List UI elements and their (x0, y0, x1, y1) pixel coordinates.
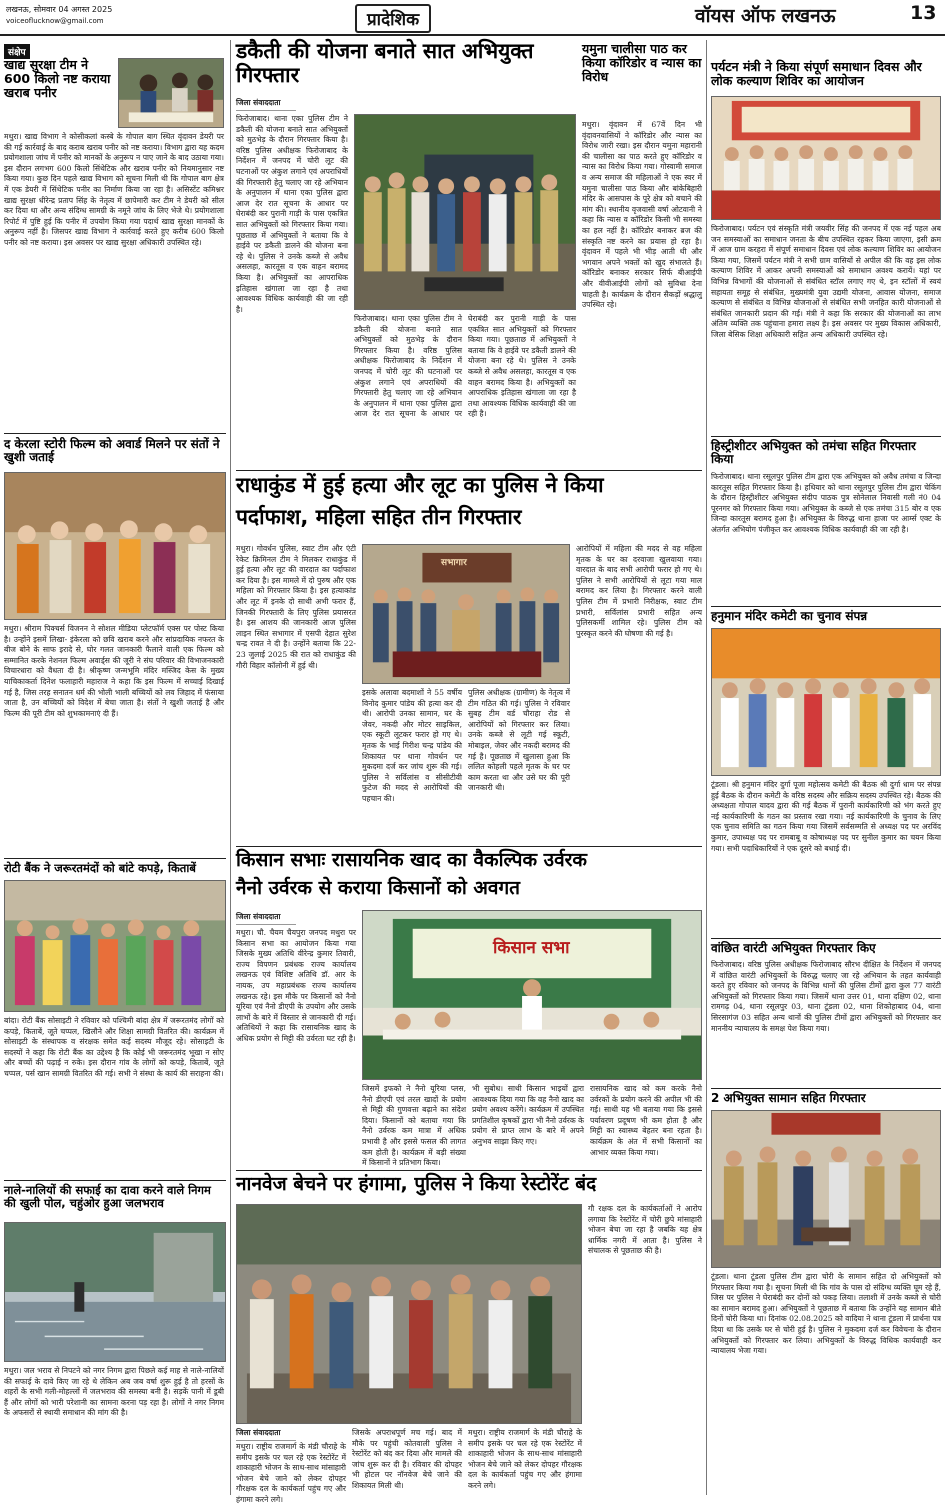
samadhan-diwas-photo (711, 96, 941, 220)
brief-body: मथुरा। खाद्य विभाग ने कोसीकलां कस्बे के गोपाल बाग स्थित वृंदावन डेयरी पर की गई कार्रवाई के बाद कराब खराब पनीर को नष्ट कराया। विभाग द्वारा यह कदम प्रयोगशाला जांच में पनीर को मानकों के अनुरूप न पाए जाने के बाद उठाया गया। इस दौरान लगभग 600 किलो सिंथेटिक और खराब पनीर को नियमानुसार नष्ट किया गया। कुछ दिन पहले खाद्य विभाग को सूचना मिली थी कि गोपाल बाग क्षेत्र में एक डेयरी में सिंथेटिक पनीर का निर्माण किया जा रहा है। असिस्टेंट कमिश्नर खाद्य सुरक्षा धीरेन्द्र प्रताप सिंह के नेतृत्व में छापेमारी कर टीम ने डेयरी को सील कर दिया था और अन्य संदिग्ध सामग्री के नमूने जांच के लिए भेजे थे। प्रयोगशाला रिपोर्ट में पुष्टि हुई कि पनीर में उपयोग किया गया पदार्थ खाद्य सुरक्षा मानकों के अनुरूप नहीं है। जिसपर खाद्य विभाग ने कार्रवाई करते हुए करीब 600 किलो पनीर को नष्ट कराया। इस अवसर पर खाद्य सुरक्षा अधिकारी उपस्थित रहे। (4, 132, 224, 247)
column-divider (230, 40, 231, 1495)
story-body: फिरोजाबाद। थाना रसूलपुर पुलिस टीम द्वारा एक अभियुक्त को अवैध तमंचा व जिन्दा कारतूस सहित गिरफ्तार किया है। हथियार को थाना रसूलपुर पुलिस टीम द्वारा चेकिंग के दौरान हिस्ट्रीशीटर अभियुक्त संदीप पाठक पुत्र सोनेलाल निवासी गली नं0 04 पूरनगर को गिरफ्तार किया गया। अभियुक्त के कब्जे से एक तमंचा 315 बोर व एक जिन्दा कारतूस बरामद हुआ है। अभियुक्त के विरुद्ध थाना हाजा पर आर्म्स एक्ट के अंतर्गत अभियोग पंजीकृत कर आवश्यक विधिक कार्यवाही की जा रही है। (711, 472, 941, 534)
column-divider (706, 40, 707, 1495)
story-headline-line2: नैनो उर्वरक से कराया किसानों को अवगत (236, 877, 520, 899)
story-body: गौ रक्षक दल के कार्यकर्ताओं ने आरोप लगाया कि रेस्टोरेंट में चोरी छुपे मांसाहारी भोजन बेचा जा रहा है जबकि यह क्षेत्र धार्मिक नगरी में आता है। पुलिस ने संचालक से पूछताछ की है। (588, 1204, 702, 1256)
restaurant-crowd-photo (236, 1204, 582, 1424)
story-body: टूंडला। श्री हनुमान मंदिर दुर्गा पूजा महोत्सव कमेटी की बैठक श्री दुर्गा धाम पर संपन्न हुई बैठक के दौरान कमेटी के वरिष्ठ सदस्य और सक्रिय सदस्य उपस्थित रहे। बैठक की अध्यक्षता गोपाल यादव द्वारा की गई बैठक में पुरानी कार्यकारिणी को भंग करते हुए नई कार्यकारिणी के गठन का प्रस्ताव रखा गया। नई कार्यकारिणी के चुनाव के लिए एक चुनाव समिति का गठन किया गया जिसमें सर्वसम्मति से अध्यक्ष पद पर अरविंद कुमार, उपाध्यक्ष पद पर रामबाबू व कोषाध्यक्ष पद पर सुनील कुमार का चयन किया गया। सभी पदाधिकारियों ने एक दूसरे को बधाई दी। (711, 780, 941, 853)
briefs-tag: संक्षेप (4, 44, 30, 59)
story-headline: यमुना चालीसा पाठ कर किया कॉरिडोर व न्यास का विरोध (582, 41, 702, 84)
page-number: 13 (910, 2, 937, 24)
story-radhakund (236, 474, 702, 844)
story-body: पुलिस अधीक्षक (ग्रामीण) के नेतृत्व में टीम गठित की गई। पुलिस ने रविवार सुबह टीम वर्ड चौराहा रोड से आरोपियों को गिरफ्तार कर लिया। उनके कब्जे से लूटी गई स्कूटी, मोबाइल, जेवर और नकदी बरामद की गई है। पूछताछ में खुलासा हुआ कि ललित कोहली पहले मृतक के घर पर काम करता था और उसे घर की पूरी जानकारी थी। (468, 688, 570, 793)
story-body: आरोपियों में महिला की मदद से वह महिला मृतक के घर का दरवाजा खुलवाया गया। वारदात के बाद सभी आरोपी फरार हो गए थे। पुलिस ने सभी आरोपियों से लूटा गया माल बरामद कर लिया है। गिरफ्तार करने वाली पुलिस टीम में प्रभारी निरीक्षक, स्वाट टीम प्रभारी, सर्विलांस प्रभारी सहित अन्य पुलिसकर्मी शामिल रहे। पुलिस टीम को पुरस्कृत करने की घोषणा की गई है। (576, 544, 702, 638)
story-headline: 2 अभियुक्त सामान सहित गिरफ्तार (711, 1091, 866, 1105)
right-column (711, 40, 941, 1496)
story-body: मथुरा। राष्ट्रीय राजमार्ग के मंडी चौराहे के समीप इसके पर चल रहे एक रेस्टोरेंट में शाकाहारी भोजन के साथ-साथ मांसाहारी भोजन बेचे जाने को लेकर दोपहर गौरक्षक दल के कार्यकर्ता पहुंच गए और हंगामा करने लगे। (236, 1442, 346, 1504)
masthead (0, 0, 945, 36)
brief-headline: नाले-नालियों की सफाई का दावा करने वाले निगम की खुली पोल, चहुंओर हुआ जलभराव (4, 1183, 211, 1210)
story-byline: जिला संवाददाता (236, 98, 296, 111)
story-dacoity (236, 40, 576, 470)
story-byline: जिला संवाददाता (236, 1428, 296, 1441)
story-body: इसके अलावा बदमाशों ने 55 वर्षीय विनोद कुमार पांडेय की हत्या कर दी थी। आरोपी उनका सामान, घर के जेवर, नकदी और मोटर साइकिल, एक स्कूटी लूटकर फरार हो गए थे। मृतक के भाई गिरीश चन्द्र पांडेय की शिकायत पर थाना गोवर्धन पर मुकदमा दर्ज कर जांच शुरू की गई। पुलिस ने सर्विलांस व सीसीटीवी फुटेज की मदद से आरोपियों की पहचान की। (362, 688, 462, 803)
press-conference-photo (362, 544, 570, 684)
accused-group-photo (354, 114, 576, 310)
newspaper-brand: वॉयस ऑफ लखनऊ (695, 5, 836, 27)
brief-body: मथुरा। जल भराव से निपटने को नगर निगम द्वारा पिछले कई माह से नाले-नालियों की सफाई के दावे किए जा रहे थे लेकिन अब जब वर्षा शुरू हुई है तो हरसों के शहरों के सभी गली-मोहल्लों में जलभराव की समस्या बनी है। सड़कें पानी में डूबी हैं और लोगों को भारी परेशानी का सामना करना पड़ रहा है। लोगों ने नगर निगम के अफसरों से स्थायी समाधान की मांग की है। (4, 1366, 224, 1418)
story-body-continued: फिरोजाबाद। थाना एका पुलिस टीम ने डकैती की योजना बनाते सात अभियुक्तों को मुठभेड़ के दौरान गिरफ्तार किया है। वरिष्ठ पुलिस अधीक्षक फिरोजाबाद के निर्देशन में जनपद में चोरी लूट की घटनाओं पर अंकुश लगाने एवं अपराधियों की गिरफ्तारी हेतु चलाए जा रहे अभियान के अनुपालन में थाना एका पुलिस द्वारा आज देर रात सूचना के आधार पर घेराबंदी कर पुरानी गाड़ी के पास एकत्रित सात अभियुक्तों को गिरफ्तार किया गया। पूछताछ में अभियुक्तों ने बताया कि वे हाईवे पर डकैती डालने की योजना बना रहे थे। पुलिस ने उनके कब्जे से अवैध असलहा, कारतूस व एक वाहन बरामद किया है। अभियुक्तों का आपराधिक इतिहास खंगाला जा रहा है तथा आवश्यक विधिक कार्यवाही की जा रही है। (354, 314, 576, 419)
brief-headline: खाद्य सुरक्षा टीम ने 600 किलो नष्ट कराया खराब पनीर (4, 57, 111, 100)
story-body: रासायनिक खाद को कम करके नैनो उर्वरकों के प्रयोग करने की अपील भी की गई। साथी यह भी बताया गया कि इससे पर्यावरण प्रदूषण भी कम होता है और मिट्टी का स्वास्थ्य बेहतर बना रहता है। कार्यक्रम के अंत में सभी किसानों का आभार व्यक्त किया गया। (590, 1084, 702, 1157)
photo-sign: सभागार (441, 558, 467, 568)
roti-bank-photo (4, 880, 226, 1012)
story-headline-line1: राधाकुंड में हुई हत्या और लूट का पुलिस ने किया (236, 473, 604, 497)
story-headline-line2: पर्दाफाश, महिला सहित तीन गिरफ्तार (236, 505, 522, 529)
brief-body: मथुरा। श्रीराम पिक्चर्स विजनन ने सोशल मीडिया प्लेटफॉर्म एक्स पर पोस्ट किया है। उन्होंने इसमें लिखा- इंकेरला को छवि खराब करने और सांप्रदायिक नफरत के बीज बोने के साफ इरादे से, घोर गलत जानकारी फैलाने वाली एक फिल्म को सम्मानित करके नेशनल फिल्म अवार्ड्स की जूरी ने संघ परिवार की विभाजनकारी विचारधारा को वैधता दी है। श्रीकृष्ण जन्मभूमि मंदिर मस्जिद केस के मुख्य याचिकाकर्ता दिनेश फलाहारी महाराज ने कहा कि इस फिल्म में सच्चाई दिखाई गई है, जिस तरह सनातन धर्म की भोली भाली बच्चियों को लव जिहाद में फंसाया जाता है, उन बच्चियों को विदेश में बेचा जाता है। संतों ने खुशी जताई है और फिल्म की पूरी टीम को शुभकामनाएं दी हैं। (4, 624, 224, 718)
story-kisan-sabha (236, 850, 702, 1168)
story-body: फिरोजाबाद। वरिष्ठ पुलिस अधीक्षक फिरोजाबाद सौरभ दीक्षित के निर्देशन में जनपद में वांछित वारंटी अभियुक्तों के विरुद्ध चलाए जा रहे अभियान के तहत कार्यवाही करते हुए रविवार को जनपद के विभिन्न थानों की पुलिस टीमों द्वारा कुल 77 वारंटी अभियुक्तों को गिरफ्तार किया गया। जिसमें थाना उत्तर 01, थाना दक्षिण 02, थाना रामगढ़ 04, थाना रसूलपुर 03, थाना टूंडला 02, थाना शिकोहाबाद 04, थाना सिरसागंज 03 सहित अन्य थानों की पुलिस टीमों द्वारा अभियुक्तों को गिरफ्तार कर माननीय न्यायालय के समक्ष पेश किया गया। (711, 960, 941, 1033)
story-headline: डकैती की योजना बनाते सात अभियुक्त गिरफ्तार (236, 39, 534, 87)
brief-headline: रोटी बैंक ने जरूरतमंदों को बांटे कपड़े, किताबें (4, 861, 196, 875)
banner-title: किसान सभा (493, 938, 570, 958)
contact-email: voiceoflucknow@gmail.com (6, 17, 104, 25)
saints-photo (4, 472, 226, 620)
briefs-column (4, 40, 226, 1496)
story-headline: हिस्ट्रीशीटर अभियुक्त को तमंचा सहित गिरफ्तार किया (711, 439, 916, 467)
temple-committee-photo (711, 628, 941, 776)
story-headline: वांछित वारंटी अभियुक्त गिरफ्तार किए (711, 941, 876, 955)
story-body: टूंडला। थाना टूंडला पुलिस टीम द्वारा चोरी के सामान सहित दो अभियुक्तों को गिरफ्तार किया गया है। सूचना मिली थी कि गांव के पास दो संदिग्ध व्यक्ति घूम रहे हैं, जिस पर पुलिस ने घेराबंदी कर दोनों को पकड़ लिया। तलाशी में उनके कब्जे से चोरी का सामान बरामद हुआ। अभियुक्तों ने पूछताछ में बताया कि उन्होंने यह सामान बीते दिनों चोरी किया था। दिनांक 02.08.2025 को वादिया ने थाना टूंडला में प्रार्थना पत्र दिया था कि उसके घर से चोरी हुई है। पुलिस ने मुकदमा दर्ज कर विवेचना के दौरान अभियुक्तों को गिरफ्तार कर लिया। अभियुक्तों के विरुद्ध विधिक कार्यवाही कर न्यायालय भेजा गया। (711, 1272, 941, 1356)
story-body: भी सुबोध। साथी किसान भाइयों द्वारा आवश्यक दिया गया कि वह नैनो खाद का प्रयोग अवश्य करेंगे। कार्यक्रम में उपस्थित प्रगतिशील कृषकों द्वारा भी नैनो उर्वरक के प्रयोग से प्राप्त लाभ के बारे में अपने अनुभव साझा किए गए। (472, 1084, 584, 1146)
story-body: मथुरा। राष्ट्रीय राजमार्ग के मंडी चौराहे के समीप इसके पर चल रहे एक रेस्टोरेंट में शाकाहारी भोजन के साथ-साथ मांसाहारी भोजन बेचे जाने को लेकर दोपहर गौरक्षक दल के कार्यकर्ता पहुंच गए और हंगामा करने लगे। (468, 1428, 582, 1490)
story-headline-line1: किसान सभाः रासायनिक खाद का वैकल्पिक उर्वरक (236, 849, 588, 871)
story-body: मथुरा। गोवर्धन पुलिस, स्वाट टीम और एंटी रेकेट क्रिमिनल टीम ने मिलकर राधाकुंड में हुई हत्या और लूट की वारदात का पर्दाफाश कर दिया है। इस मामले में दो पुरुष और एक महिला को गिरफ्तार किया है। इस हत्याकांड और लूट में इनके दो साथी अभी फरार हैं, जिनकी गिरफ्तारी के लिए पुलिस प्रयासरत है। इस आशय की जानकारी आज पुलिस लाइन स्थित सभागार में एसपी देहात सुरेश चन्द्र रावत ने दी है। उन्होंने बताया कि 22-23 जुलाई 2025 की रात को राधाकुंड की गौरी विहार कॉलोनी में हुई थी। (236, 544, 356, 670)
issue-date: लखनऊ, सोमवार 04 अगस्त 2025 (6, 5, 113, 14)
story-headline: नानवेज बेचने पर हंगामा, पुलिस ने किया रेस्टोरेंट बंद (236, 1173, 597, 1195)
story-body: फिरोजाबाद। थाना एका पुलिस टीम ने डकैती की योजना बनाते सात अभियुक्तों को मुठभेड़ के दौरान गिरफ्तार किया है। वरिष्ठ पुलिस अधीक्षक फिरोजाबाद के निर्देशन में जनपद में चोरी लूट की घटनाओं पर अंकुश लगाने एवं अपराधियों की गिरफ्तारी हेतु चलाए जा रहे अभियान के अनुपालन में थाना एका पुलिस द्वारा आज देर रात सूचना के आधार पर घेराबंदी कर पुरानी गाड़ी के पास एकत्रित सात अभियुक्तों को गिरफ्तार किया गया। पूछताछ में अभियुक्तों ने बताया कि वे हाईवे पर डकैती डालने की योजना बना रहे थे। पुलिस ने उनके कब्जे से अवैध असलहा, कारतूस व एक वाहन बरामद किया है। अभियुक्तों का आपराधिक इतिहास खंगाला जा रहा है तथा आवश्यक विधिक कार्यवाही की जा रही है। (236, 114, 348, 314)
waterlogging-photo (4, 1222, 226, 1362)
story-headline: हनुमान मंदिर कमेटी का चुनाव संपन्न (711, 609, 868, 623)
story-byline: जिला संवाददाता (236, 912, 296, 925)
story-yamuna (582, 40, 702, 470)
brief-body: बांदा। रोटी बैंक सोसाइटी ने रविवार को पश्चिमी बांदा क्षेत्र में जरूरतमंद लोगों को कपड़े, किताबें, जूते चप्पल, खिलौने और शिक्षा सामग्री वितरित की। कार्यक्रम में सोसाइटी के संस्थापक व संरक्षक समेत कई सदस्य मौजूद रहे। सोसाइटी के सदस्यों ने कहा कि रोटी बैंक का उद्देश्य है कि कोई भी जरूरतमंद भूखा न सोए और बच्चों की पढ़ाई न रुके। इस दौरान गांव के लोगों को कपड़े, किताबें, जूते चप्पल, पर्स खान सामग्री वितरित की गई। सभी ने संस्था के कार्य की सराहना की। (4, 1016, 224, 1078)
story-headline: पर्यटन मंत्री ने किया संपूर्ण समाधान दिवस और लोक कल्याण शिविर का आयोजन (711, 59, 922, 88)
story-body: मथुरा। वृंदावन में 67वें दिन भी वृंदावनवासियों ने कॉरिडोर और न्यास का विरोध जारी रखा। इस दौरान यमुना महारानी की चालीसा का पाठ करते हुए कॉरिडोर व न्यास का विरोध किया गया। गोस्वामी समाज व अन्य समाज की महिलाओं ने एक स्वर में यमुना चालीसा पाठ किया और बांकेबिहारी मंदिर के आसपास के पूरे क्षेत्र को बचाने की मांग की। स्थानीय वृजवासी वर्षा ओटवानी ने कहा कि न्यास व कॉरिडोर किसी भी समस्या का हल नहीं है। कॉरिडोर बनाकर ब्रज की संस्कृति नष्ट करने का प्रयास हो रहा है। वृंदावन में पहले भी भीड़ आती थी और भगवान अपने भक्तों को खुद संभालते हैं। कॉरिडोर बनाकर सरकार सिर्फ बीआईपी और वीवीआईपी लोगों को सुविधा देना चाहती है। कार्यक्रम के दौरान सैकड़ों श्रद्धालु उपस्थित रहे। (582, 120, 702, 310)
section-label: प्रादेशिक (355, 4, 431, 33)
story-body: फिरोजाबाद। पर्यटन एवं संस्कृति मंत्री जयवीर सिंह की जनपद में एक नई पहल अब जन समस्याओं का समाधान जनता के बीच उपस्थित रहकर किया जाएगा, इसी क्रम में आज ग्राम करहरा में संपूर्ण समाधान दिवस एवं लोक कल्याण शिविर का आयोजन किया गया, जिसमें पर्यटन मंत्री ने सभी ग्राम वासियों से अपील की कि वह इस लोक कल्याण शिविर में आकर अपनी समस्याओं को समाधान अवश्य करायें। यहां पर विभिन्न विभागों की योजनाओं से संबंधित स्टॉल लगाए गए थे, इन स्टॉलों में स्वयं सहायता समूह से संबंधित, मुख्यमंत्री युवा उद्यमी योजना, आवास योजना, समाज कल्याण से संबंधित व विभिन्न योजनाओं से संबंधित सभी जनहित कारी योजनाओं से संबंधित जानकारी प्रदान की गई। मंत्री ने कहा कि सरकार की योजनाओं का लाभ अंतिम व्यक्ति तक पहुंचाना हमारा लक्ष्य है। इस अवसर पर मुख्य विकास अधिकारी, जिला बेसिक शिक्षा अधिकारी सहित अन्य अधिकारी उपस्थित रहे। (711, 224, 941, 339)
story-body: जिसके अपराधपूर्ण मच गई। बाद में मौके पर पहुंची कोतवाली पुलिस ने रेस्टोरेंट को बंद कर दिया और मामले की जांच शुरू कर दी है। रविवार की दोपहर भी होटल पर नॉनवेज बेचे जाने की शिकायत मिली थी। (352, 1428, 462, 1490)
paneer-photo (118, 58, 224, 128)
police-arrest-photo (711, 1110, 941, 1268)
kisan-sabha-photo (362, 910, 702, 1080)
story-body: जिसमें इफको ने नैनो यूरिया प्लस, नैनो डीएपी एवं तरल खादों के प्रयोग से मिट्टी की गुणवत्ता बढ़ाने का संदेश दिया। किसानों को बताया गया कि नैनो उर्वरक कम मात्रा में अधिक प्रभावी है और इससे फसल की लागत कम होती है। कार्यक्रम में बड़ी संख्या में किसानों ने प्रतिभाग किया। (362, 1084, 466, 1168)
story-body: मथुरा। चौ. चैयम चैयपुरा जनपद मथुरा पर किसान सभा का आयोजन किया गया जिसके मुख्य अतिथि वीरेन्द्र कुमार तिवारी, राज्य विपणन प्रबंधक राज्य कार्यालय लखनऊ एवं विशिष्ट अतिथि डॉ. आर के नायक, उप महाप्रबंधक राज्य कार्यालय लखनऊ रहे। इस मौके पर किसानों को नैनो यूरिया एवं नैनो डीएपी के उपयोग और उसके लाभों के बारे में विस्तार से जानकारी दी गई। अतिथियों ने कहा कि रासायनिक खाद के अधिक प्रयोग से मिट्टी की उर्वरता घट रही है। (236, 928, 356, 1043)
brief-headline: द केरला स्टोरी फिल्म को अवार्ड मिलने पर संतों ने खुशी जताई (4, 437, 220, 465)
story-restaurant (236, 1173, 702, 1504)
